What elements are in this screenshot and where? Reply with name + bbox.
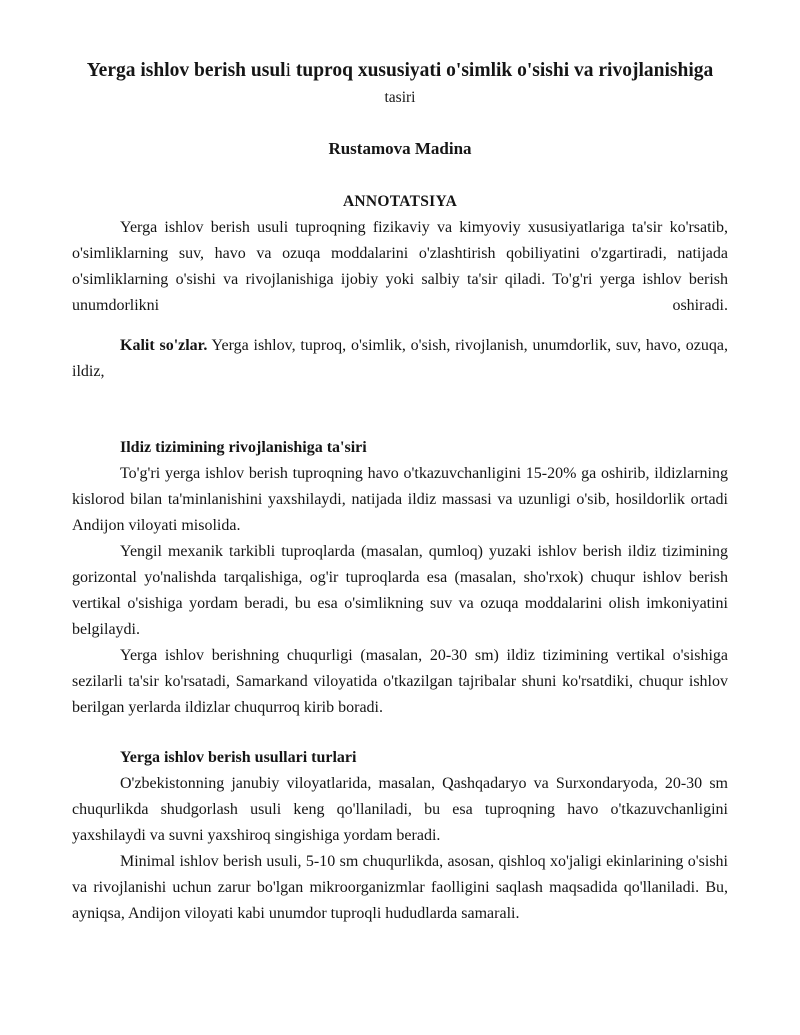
keywords-paragraph: [72, 333, 728, 385]
keywords-list: Yerga ishlov, tuproq, o'simlik, o'sish, rivojlanish, unumdorlik, suv, havo, ozuqa, ildiz,: [72, 337, 728, 380]
annotation-heading: ANNOTATSIYA: [342, 193, 458, 210]
body-paragraph: Minimal ishlov berish usuli, 5-10 sm chuqurlikda, asosan, qishloq xo'jaligi ekinlarining o'sishi va rivojlanishi uchun zarur bo'lgan mikroorganizmlar faolligini saqlash maqsadida qo'llaniladi. Bu, ayniqsa, Andijon viloyati kabi unumdor tuproqli hududlarda samarali.: [72, 853, 728, 922]
title-main-text-2: tuproq xususiyati o'simlik o'sishi va rivojlanishiga: [291, 60, 714, 81]
section-heading-root-system: Ildiz tizimining rivojlanishiga ta'siri: [120, 439, 367, 456]
title-main-text: Yerga ishlov berish usul: [86, 60, 286, 81]
title-regular-letter: i: [285, 60, 291, 81]
section-heading-tillage-methods: Yerga ishlov berish usullari turlari: [120, 749, 357, 766]
author-name: Rustamova Madina: [328, 139, 472, 158]
document-title: [72, 58, 728, 111]
body-paragraph: Yengil mexanik tarkibli tuproqlarda (masalan, qumloq) yuzaki ishlov berish ildiz tizimining gorizontal yo'nalishda tarqalishiga, og'ir tuproqlarda esa (masalan, sho'rxok) chuqur ishlov berish vertikal o'sishiga yordam beradi, bu esa o'simlikning suv va ozuqa moddalarini olish imkoniyatini belgilaydi.: [72, 543, 728, 638]
body-paragraph: O'zbekistonning janubiy viloyatlarida, masalan, Qashqadaryo va Surxondaryoda, 20-30 sm chuqurlikda shudgorlash usuli keng qo'llaniladi, bu esa tuproqning havo o'tkazuvchanligini yaxshilaydi va suvni yaxshiroq singishiga yordam beradi.: [72, 775, 728, 844]
annotation-paragraph: Yerga ishlov berish usuli tuproqning fizikaviy va kimyoviy xususiyatlariga ta'sir ko'rsatib, o'simliklarning suv, havo va ozuqa moddalarini o'zlashtirish qobiliyatini o'zgartiradi, natijada o'simliklarning o'sishi va rivojlanishiga ijobiy yoki salbiy ta'sir qiladi. To'g'ri yerga ishlov berish unumdorlikni oshiradi.: [72, 219, 728, 314]
body-paragraph: To'g'ri yerga ishlov berish tuproqning havo o'tkazuvchanligini 15-20% ga oshirib, ildizlarning kislorod bilan ta'minlanishini yaxshilaydi, natijada ildiz massasi va uzunligi o'sib, hosildorlik ortadi Andijon viloyati misolida.: [72, 465, 728, 534]
title-small-text: tasiri: [384, 89, 416, 106]
body-paragraph: Yerga ishlov berishning chuqurligi (masalan, 20-30 sm) ildiz tizimining vertikal o'sishiga sezilarli ta'sir ko'rsatadi, Samarkand viloyatida o'tkazilgan tajribalar shuni ko'rsatdiki, chuqur ishlov berilgan yerlarda ildizlar chuqurroq kirib boradi.: [72, 647, 728, 716]
keywords-label: Kalit so'zlar.: [120, 337, 208, 354]
